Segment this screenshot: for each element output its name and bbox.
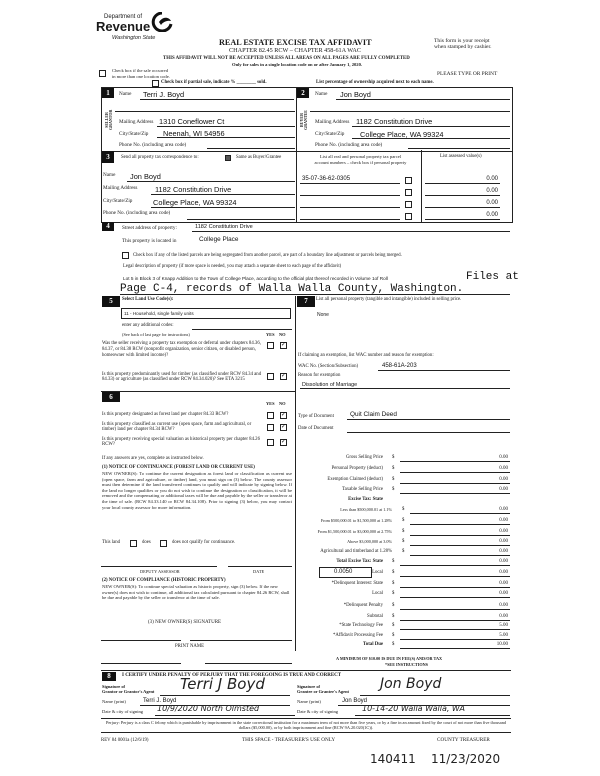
- underline: [192, 329, 292, 330]
- signature-line: [360, 695, 510, 696]
- underline: [127, 181, 295, 182]
- grantee-sig-line1: Signature of: [297, 684, 320, 689]
- underline: [400, 565, 510, 566]
- dollar-sign: $: [392, 570, 395, 575]
- fee-value[interactable]: 0.00: [499, 591, 508, 596]
- underline: [400, 629, 510, 630]
- section-5-number: 5: [102, 296, 120, 307]
- located-in-field[interactable]: College Place: [199, 236, 239, 243]
- minimum-note: A MINIMUM OF $10.00 IS DUE IN FEE(S) AND/OR TAX: [336, 656, 443, 661]
- fee-label: Above $3,000,000 at 3.0%: [347, 539, 392, 544]
- section5-no: NO: [279, 332, 286, 337]
- multi-location-line1: Check box if the sale occurred: [112, 68, 168, 73]
- treasurer-space: THIS SPACE - TREASURER'S USE ONLY: [242, 737, 336, 743]
- fee-value[interactable]: 5.00: [499, 633, 508, 638]
- grantor-signature[interactable]: Terri J Boyd: [180, 675, 265, 693]
- section3-city-field[interactable]: College Place, WA 99324: [153, 198, 237, 207]
- underline: [400, 483, 510, 484]
- land-use-select[interactable]: [121, 308, 291, 319]
- buyer-mailing-label: Mailing Address: [315, 119, 350, 125]
- only-for-text: Only for sales in a single location code on or after January 1, 2020.: [232, 62, 363, 67]
- s6q2-no-checkbox[interactable]: ✓: [281, 424, 287, 430]
- underline: [207, 148, 295, 149]
- new-owner-signature-label: (3) NEW OWNER(S) SIGNATURE: [148, 620, 222, 625]
- fee-label: Total Excise Tax: State: [336, 559, 383, 564]
- assessed-value-header: List assessed value(s): [440, 154, 482, 159]
- underline: [400, 597, 510, 598]
- q1-no-checkbox[interactable]: ✓: [281, 342, 287, 348]
- divider: [101, 732, 511, 733]
- s6q1-no-checkbox[interactable]: ✓: [281, 412, 287, 418]
- segregated-label: Check box if any of the listed parcels are being segregated from another parcel, are part of a boundary line adjustment or parcels being merged.: [133, 253, 402, 258]
- multi-location-checkbox[interactable]: [99, 70, 106, 77]
- underline: [140, 99, 294, 100]
- underline: [410, 545, 510, 546]
- seller-phone-label: Phone No. (including area code): [119, 142, 187, 148]
- dollar-sign: $: [402, 549, 405, 554]
- notice-1-body: NEW OWNER(S): To continue the current designation as forest land or classification as current use (open space, farm and agriculture, or timber) land, you must sign on (3) below. The county assessor must then determine if the land transferred continues to qualify and will indicate by signing below. If the land no longer qualifies or you do not wish to continue the designation or classification, it will be removed and the compensating or additional taxes will be due and payable by the seller or transferor at the time of sale. (RCW 84.33.140 or RCW 84.34.108). Prior to signing (3) below, you may contact your local county assessor for more information.: [102, 471, 292, 510]
- fee-label: Subtotal: [367, 614, 383, 619]
- seller-side-label: SELLER GRANTOR: [104, 109, 113, 130]
- parcel-header-1: List all real and personal property tax parcel: [319, 154, 402, 159]
- assessed-value-field[interactable]: 0.00: [486, 212, 498, 218]
- dollar-sign: $: [402, 518, 405, 523]
- fee-value[interactable]: 0.00: [499, 477, 508, 482]
- signature-line: [101, 640, 181, 641]
- underline: [187, 219, 295, 220]
- form-id: REV 84 0001a (12/6/19): [101, 738, 149, 743]
- grantee-date-field[interactable]: 10-14-20 Walla Walla, WA: [362, 704, 465, 713]
- section5-yes: YES: [266, 332, 275, 337]
- underline: [352, 138, 510, 139]
- section6-yes: YES: [266, 401, 275, 406]
- seller-mailing-field[interactable]: 1310 Coneflower Ct: [159, 117, 225, 126]
- legal-description-label: Legal description of property (if more space is needed, you may attach a separate sheet to each page of the affidavit): [123, 264, 342, 269]
- q1-yes-checkbox[interactable]: [267, 342, 274, 349]
- fee-value[interactable]: 0.00: [499, 549, 508, 554]
- underline: [400, 648, 510, 649]
- signature-line: [190, 640, 292, 641]
- parcel-header: [303, 154, 418, 166]
- s6q3-yes-checkbox[interactable]: [267, 439, 274, 446]
- underline: [400, 576, 510, 577]
- underline: [400, 639, 510, 640]
- doc-type-field[interactable]: Quit Claim Deed: [350, 411, 397, 418]
- fee-value[interactable]: 0.00: [499, 539, 508, 544]
- grantee-sig-line2: Grantee or Grantee's Agent: [297, 688, 349, 694]
- underline: [378, 370, 510, 371]
- deputy-assessor-label: DEPUTY ASSESSOR: [140, 569, 180, 574]
- q2-yes-checkbox[interactable]: [267, 373, 274, 380]
- dor-logo: [96, 14, 176, 46]
- personal-property-label: List all personal property (tangible and intangible) included in selling price.: [316, 297, 462, 302]
- fee-label: Personal Property (deduct): [331, 466, 383, 471]
- seller-city-field[interactable]: Neenah, WI 54956: [163, 129, 225, 138]
- grantor-signature-label: [102, 685, 154, 694]
- dollar-sign: $: [402, 539, 405, 544]
- dollar-sign: $: [402, 529, 405, 534]
- section6-question-3: Is this property receiving special valuation as historical property per chapter 84.26 RCW?: [102, 437, 260, 447]
- dollar-sign: $: [392, 581, 395, 586]
- logo-state: Washington State: [112, 35, 156, 41]
- seller-name-field[interactable]: Terri J. Boyd: [143, 90, 185, 99]
- fee-value[interactable]: 0.00: [499, 518, 508, 523]
- underline: [300, 388, 510, 389]
- same-as-buyer-checkbox[interactable]: [225, 155, 231, 161]
- partial-sale-checkbox[interactable]: [152, 80, 159, 87]
- section-1-number: 1: [102, 88, 114, 98]
- personal-property-value: None: [317, 312, 329, 318]
- section5-question-1: Was the seller receiving a property tax exemption or deferral under chapters 84.36, 84.37, or 84.38 RCW (nonprofit organization, senior citizen, or disabled person, homeowner with limited income)?: [102, 341, 261, 358]
- fee-label: From $1,500,000.01 to $3,000,000 at 2.75%: [317, 529, 392, 534]
- buyer-name-label: Name: [315, 91, 328, 97]
- logo-dept-line: Department of: [104, 14, 143, 20]
- section3-phone-label: Phone No. (including area code): [103, 210, 171, 216]
- legal-description-mono-1: Files at: [466, 271, 519, 283]
- does-label: does: [142, 540, 151, 545]
- personal-property-checkbox[interactable]: [405, 177, 412, 184]
- does-checkbox[interactable]: [130, 540, 137, 547]
- exemption-label: If claiming an exemption, list WAC number and reason for exemption:: [298, 353, 434, 358]
- underline: [410, 524, 510, 525]
- county-treasurer: COUNTY TREASURER: [437, 737, 490, 743]
- dollar-sign: $: [392, 642, 395, 647]
- located-in-label: This property is located in: [122, 238, 177, 244]
- section-2-number: 2: [297, 88, 309, 98]
- buyer-side-label: BUYER GRANTEE: [299, 110, 308, 130]
- partial-sale-label: Check box if partial sale, indicate % ________ sold.: [161, 80, 267, 85]
- underline: [410, 513, 510, 514]
- doc-type-label: Type of Document: [298, 414, 334, 419]
- fee-value[interactable]: 10.00: [496, 642, 508, 647]
- seller-name-label: Name: [119, 91, 132, 97]
- underline: [425, 219, 500, 220]
- buyer-name-field[interactable]: Jon Boyd: [340, 90, 371, 99]
- parcel-header-2: account numbers – check box if personal property: [314, 160, 407, 165]
- underline: [425, 183, 500, 184]
- underline: [400, 461, 510, 462]
- underline: [400, 493, 510, 494]
- column-divider: [295, 296, 296, 651]
- notice-2-body: NEW OWNER(S): To continue special valuation as historic property, sign (3) below. If the new owner(s) does not wish to continue, all additional tax calculated pursuant to chapter 84.26 RCW, shall be due and payable by the seller or transferor at the time of sale.: [102, 584, 290, 601]
- underline: [155, 715, 295, 716]
- notice-1-title: (1) NOTICE OF CONTINUANCE (FOREST LAND OR CURRENT USE): [102, 465, 255, 470]
- buyer-phone-label: Phone No. (including area code): [315, 142, 383, 148]
- see-back-label: (See back of last page for instructions): [122, 332, 190, 337]
- dollar-sign: $: [392, 559, 395, 564]
- parcel-number-field[interactable]: 35-07-36-62-0305: [302, 176, 351, 182]
- assessed-value-field[interactable]: 0.00: [486, 188, 498, 194]
- section-7-number: 7: [297, 296, 315, 307]
- street-address-label: Street address of property:: [122, 225, 177, 231]
- wac-label: WAC No. (Section/Subsection): [298, 364, 359, 369]
- grantor-name-label: Name (print): [102, 699, 126, 704]
- logo-wave-icon: [151, 12, 173, 32]
- receipt-note-2: when stamped by cashier.: [434, 44, 492, 50]
- street-address-field[interactable]: 1182 Constitution Drive: [195, 224, 253, 230]
- grantor-date-field[interactable]: 10/9/2020 North Olmsted: [157, 704, 260, 713]
- grantor-sig-line2: Grantor or Grantor's Agent: [102, 688, 155, 694]
- underline: [400, 587, 510, 588]
- grantor-sig-line1: Signature of: [102, 684, 125, 689]
- s6q3-no-checkbox[interactable]: ✓: [281, 439, 287, 445]
- fee-label: Local: [372, 591, 383, 596]
- date-label: DATE: [253, 569, 265, 574]
- underline: [115, 111, 295, 112]
- see-instructions: *SEE INSTRUCTIONS: [385, 662, 428, 667]
- fee-value[interactable]: 0.00: [499, 603, 508, 608]
- same-as-buyer-label: Same as Buyer/Grantee: [236, 155, 282, 160]
- fee-label: Taxable Selling Price: [342, 487, 383, 492]
- form-subtitle: CHAPTER 82.45 RCW – CHAPTER 458-61A WAC: [229, 47, 361, 54]
- fee-label: Local: [372, 570, 383, 575]
- section6-question-2: Is this property classified as current use (open space, farm and agricultural, or timber) land per chapter 84.34 RCW?: [102, 422, 252, 432]
- fee-value[interactable]: 0.00: [499, 581, 508, 586]
- underline: [400, 609, 510, 610]
- dollar-sign: $: [392, 603, 395, 608]
- print-name-line: [205, 663, 292, 664]
- reason-field[interactable]: Dissolution of Marriage: [302, 382, 358, 388]
- notice-2-title: (2) NOTICE OF COMPLIANCE (HISTORIC PROPERTY): [102, 578, 226, 583]
- underline: [192, 231, 510, 232]
- underline: [300, 183, 400, 184]
- please-type: PLEASE TYPE OR PRINT: [437, 71, 498, 77]
- does-not-checkbox[interactable]: [160, 540, 167, 547]
- assessed-value-field[interactable]: 0.00: [486, 176, 498, 182]
- fee-label: *State Technology Fee: [339, 623, 383, 628]
- this-land-label: This land: [102, 540, 120, 545]
- fee-label: Excise Tax: State: [348, 497, 383, 502]
- signature-line: [160, 695, 290, 696]
- send-correspondence-label: Send all property tax correspondence to:: [121, 155, 199, 160]
- dollar-sign: $: [392, 477, 395, 482]
- fee-label: *Delinquent Penalty: [343, 603, 383, 608]
- dollar-sign: $: [392, 623, 395, 628]
- assessed-value-field[interactable]: 0.00: [486, 200, 498, 206]
- dollar-sign: $: [392, 487, 395, 492]
- grantor-name-field[interactable]: Terri J. Boyd: [143, 698, 177, 704]
- seller-city-label: City/State/Zip: [119, 131, 149, 137]
- underline: [101, 566, 217, 567]
- section3-name-label: Name: [103, 172, 116, 178]
- underline: [425, 207, 500, 208]
- buyer-mailing-field[interactable]: 1182 Constitution Drive: [356, 117, 433, 126]
- section-8-number: 8: [102, 672, 116, 681]
- fee-value[interactable]: 0.00: [499, 614, 508, 619]
- underline: [355, 715, 510, 716]
- s6q1-yes-checkbox[interactable]: [267, 412, 274, 419]
- buyer-city-field[interactable]: College Place, WA 99324: [360, 130, 444, 139]
- perjury-notice: Perjury: Perjury is a class C felony which is punishable by imprisonment in the state correctional institution for a maximum term of not more than five years, or by a fine in an amount fixed by the court of not more than five thousand dollars ($5,000.00), or by both imprisonment and fine (RCW 9A.20.020(1C)).: [106, 720, 506, 731]
- fee-value[interactable]: 0.00: [499, 455, 508, 460]
- section3-mailing-label: Mailing Address: [103, 185, 138, 191]
- does-not-label: does not qualify for continuance.: [172, 540, 236, 545]
- personal-property-checkbox[interactable]: [405, 201, 412, 208]
- buyer-city-label: City/State/Zip: [315, 131, 345, 137]
- s6q2-yes-checkbox[interactable]: [267, 424, 274, 431]
- underline: [400, 620, 510, 621]
- grantee-date-label: Date & city of signing: [297, 709, 339, 714]
- section-3-number: 3: [102, 151, 114, 163]
- underline: [310, 111, 510, 112]
- receipt-note: [434, 38, 491, 50]
- underline: [400, 472, 510, 473]
- land-use-label: Select Land Use Code(s):: [122, 297, 174, 302]
- fee-label: *Delinquent Interest: State: [331, 581, 383, 586]
- fee-label: Gross Selling Price: [345, 455, 383, 460]
- underline: [300, 207, 400, 208]
- underline: [151, 194, 295, 195]
- q2-no-checkbox[interactable]: ✓: [281, 373, 287, 379]
- legal-description-mono-2: Page C-4, records of Walla Walla County, Washington.: [120, 283, 464, 295]
- form-title: REAL ESTATE EXCISE TAX AFFIDAVIT: [219, 38, 372, 47]
- fee-value[interactable]: 0.00: [499, 487, 508, 492]
- underline: [157, 137, 295, 138]
- doc-date-label: Date of Document: [298, 426, 334, 431]
- multi-location-label: [112, 68, 170, 80]
- section6-no: NO: [279, 401, 286, 406]
- logo-revenue: Revenue: [96, 19, 151, 34]
- section3-name-field[interactable]: Jon Boyd: [130, 172, 161, 181]
- underline: [120, 294, 510, 295]
- personal-property-checkbox[interactable]: [405, 189, 412, 196]
- fee-value[interactable]: 0.00: [499, 507, 508, 512]
- dollar-sign: $: [402, 507, 405, 512]
- seller-mailing-label: Mailing Address: [119, 119, 154, 125]
- fee-value[interactable]: 0.00: [499, 466, 508, 471]
- receipt-note-1: This form is your receipt: [434, 38, 490, 44]
- fee-label: Total Due: [363, 642, 383, 647]
- reason-label: Reason for exemption: [298, 373, 341, 378]
- dollar-sign: $: [392, 614, 395, 619]
- segregated-checkbox[interactable]: [122, 252, 129, 259]
- dollar-sign: $: [392, 455, 395, 460]
- local-rate-box[interactable]: [319, 567, 372, 578]
- divider: [101, 670, 511, 671]
- underline: [300, 195, 400, 196]
- fee-value[interactable]: 0.00: [499, 559, 508, 564]
- underline: [347, 419, 510, 420]
- print-name-label: PRINT NAME: [175, 644, 205, 649]
- grantor-date-label: Date & city of signing: [102, 709, 144, 714]
- underline: [352, 126, 510, 127]
- underline: [347, 432, 510, 433]
- multi-location-line2: in more than one location code.: [112, 74, 170, 79]
- warning-text: THIS AFFIDAVIT WILL NOT BE ACCEPTED UNLESS ALL AREAS ON ALL PAGES ARE FULLY COMPLETED: [163, 56, 410, 61]
- divider: [421, 150, 422, 222]
- personal-property-checkbox[interactable]: [405, 213, 412, 220]
- fee-label: Agricultural and timberland at 1.28%: [320, 549, 392, 554]
- section-4-number: 4: [102, 222, 114, 231]
- fee-value[interactable]: 0.00: [499, 570, 508, 575]
- fee-label: From $500,000.01 to $1,500,000 at 1.28%: [320, 518, 392, 523]
- dollar-sign: $: [392, 633, 395, 638]
- land-use-value: 11 - Household, single family units: [124, 311, 194, 316]
- underline: [151, 207, 295, 208]
- additional-codes-label: enter any additional codes:: [122, 323, 174, 328]
- underline: [408, 148, 510, 149]
- underline: [157, 126, 295, 127]
- section3-city-label: City/State/Zip: [103, 198, 133, 204]
- underline: [425, 195, 500, 196]
- divider: [101, 391, 295, 392]
- underline: [410, 535, 510, 536]
- wac-field[interactable]: 458-61A-203: [382, 363, 417, 369]
- underline: [300, 219, 400, 220]
- legal-description-typed: Lot 5 in Block 3 of Knapp Addition to the Town of College Place, according to the official plat thereof recorded in Volume 1of Roll: [123, 276, 388, 281]
- section-6-number: 6: [102, 392, 120, 402]
- if-yes-note: If any answers are yes, complete as instructed below.: [102, 456, 204, 461]
- divider: [296, 150, 297, 222]
- grantee-name-label: Name (print): [297, 699, 321, 704]
- print-name-line: [101, 663, 181, 664]
- local-rate-value: 0.0050: [334, 569, 353, 575]
- fee-value[interactable]: 5.00: [499, 623, 508, 628]
- certify-statement: I CERTIFY UNDER PENALTY OF PERJURY THAT THE FOREGOING IS TRUE AND CORRECT: [122, 673, 342, 678]
- ownership-note: List percentage of ownership acquired next to each name.: [316, 80, 434, 85]
- fee-label: *Affidavit Processing Fee: [332, 633, 383, 638]
- fee-value[interactable]: 0.00: [499, 529, 508, 534]
- underline: [410, 555, 510, 556]
- fee-label: Less than $500,000.01 at 1.1%: [340, 507, 392, 512]
- dollar-sign: $: [392, 466, 395, 471]
- grantee-signature[interactable]: Jon Boyd: [380, 676, 442, 692]
- grantee-signature-label: [297, 685, 349, 694]
- divider: [101, 718, 511, 719]
- underline: [228, 566, 292, 567]
- dollar-sign: $: [392, 591, 395, 596]
- section6-question-1: Is this property designated as forest land per chapter 84.33 RCW?: [102, 412, 229, 417]
- grantee-name-field[interactable]: Jon Boyd: [342, 698, 368, 704]
- underline: [336, 99, 510, 100]
- fee-label: Exemption Claimed (deduct): [327, 477, 383, 482]
- stamp-number: 140411: [370, 752, 416, 766]
- stamp-date: 11/23/2020: [431, 752, 501, 766]
- section3-mailing-field[interactable]: 1182 Constitution Drive: [155, 185, 232, 194]
- section5-question-2: Is this property predominantly used for timber (as classified under RCW 84.34 and 84.33) or agriculture (as classified under RCW 84.34.020)? See ETA 3215: [102, 372, 262, 382]
